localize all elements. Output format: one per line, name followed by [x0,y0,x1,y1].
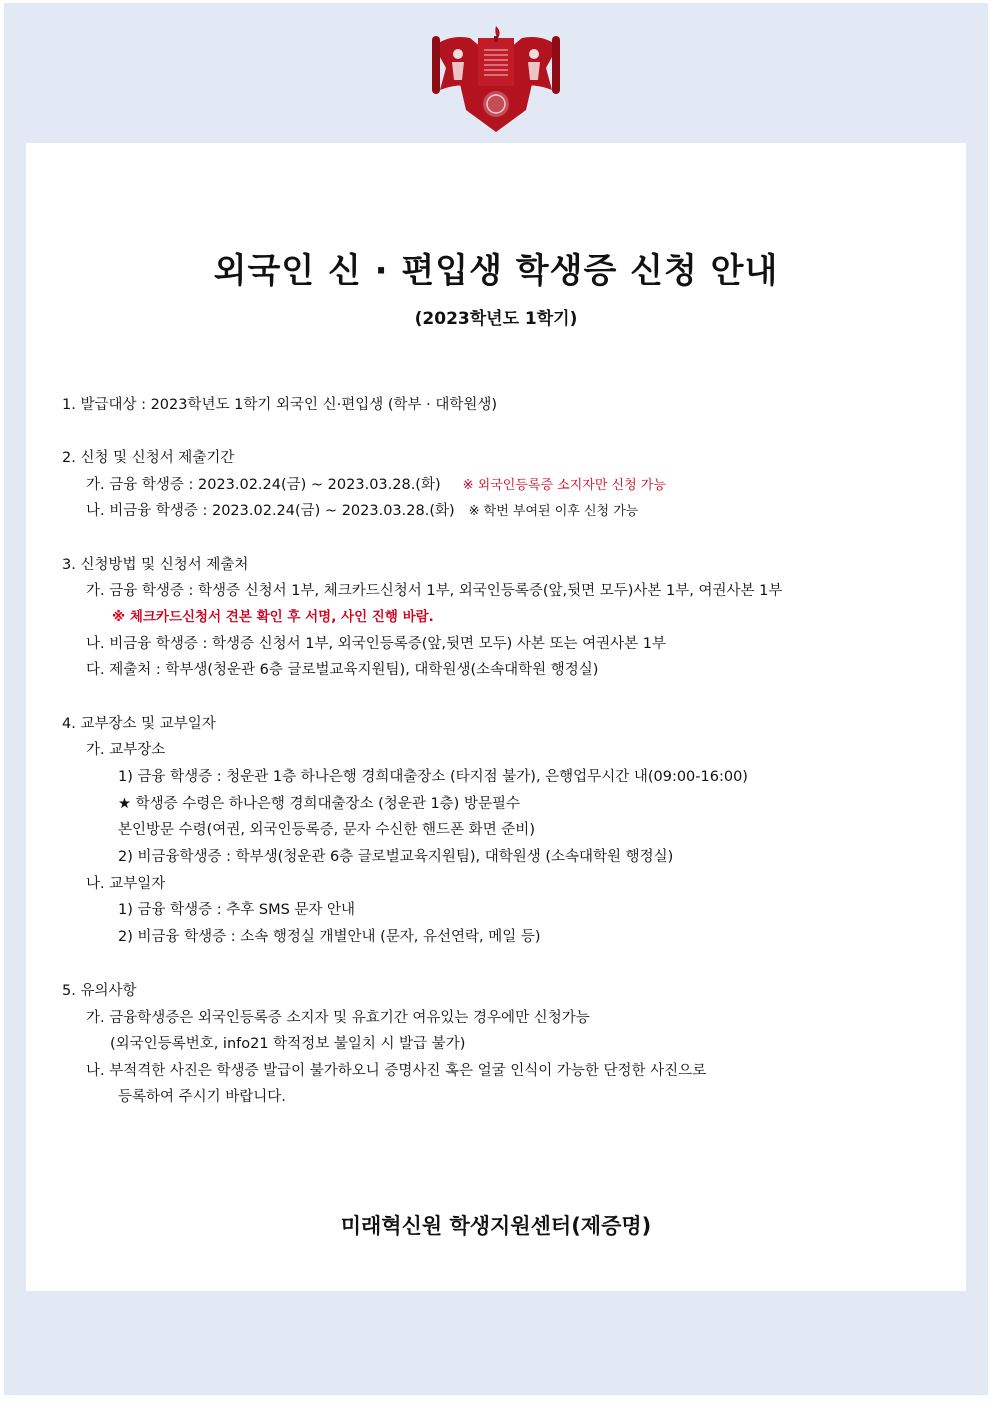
issuer-signature: 미래혁신원 학생지원센터(제증명) [340,1214,652,1238]
section-4-item-b: 나. 교부일자 [86,876,166,892]
section-5-item-a-sub: (외국인등록번호, info21 학적정보 불일치 시 발급 불가) [110,1036,466,1052]
section-3-item-c: 다. 제출처 : 학부생(청운관 6층 글로벌교육지원팀), 대학원생(소속대학원 행정실) [86,662,599,678]
section-3-item-b: 나. 비금융 학생증 : 학생증 신청서 1부, 외국인등록증(앞,뒷면 모두) 사본 또는 여권사본 1부 [86,636,667,652]
section-4-item-a1: 1) 금융 학생증 : 청운관 1층 하나은행 경희대출장소 (타지점 불가), 은행업무시간 내(09:00-16:00) [118,769,748,785]
section-4-item-a1-star: ★ 학생증 수령은 하나은행 경희대출장소 (청운관 1층) 방문필수 [118,796,520,812]
section-2-item-b [86,501,638,522]
section-2-item-a-note: ※ 외국인등록증 소지자만 신청 가능 [462,478,666,493]
section-3-item-a: 가. 금융 학생증 : 학생증 신청서 1부, 체크카드신청서 1부, 외국인등록증(앞,뒷면 모두)사본 1부, 여권사본 1부 [86,583,783,599]
section-4-item-a2: 2) 비금융학생증 : 학부생(청운관 6층 글로벌교육지원팀), 대학원생 (소속대학원 행정실) [118,849,674,865]
section-4-item-b2: 2) 비금융 학생증 : 소속 행정실 개별안내 (문자, 유선연락, 메일 등) [118,929,541,945]
section-4-heading: 4. 교부장소 및 교부일자 [62,716,216,732]
section-5-item-a: 가. 금융학생증은 외국인등록증 소지자 및 유효기간 여유있는 경우에만 신청가능 [86,1010,590,1026]
section-2-heading: 2. 신청 및 신청서 제출기간 [62,450,235,466]
section-2-item-a [86,475,666,496]
section-2-item-a-text: 가. 금융 학생증 : 2023.02.24(금) ~ 2023.03.28.(화) [86,477,441,493]
section-5-item-b: 나. 부적격한 사진은 학생증 발급이 불가하오니 증명사진 혹은 얼굴 인식이 가능한 단정한 사진으로 [86,1063,707,1079]
section-2-item-b-text: 나. 비금융 학생증 : 2023.02.24(금) ~ 2023.03.28.(화) [86,503,455,519]
section-1-eligibility: 1. 발급대상 : 2023학년도 1학기 외국인 신·편입생 (학부 · 대학원생) [62,397,498,413]
notice-title: 외국인 신 · 편입생 학생증 신청 안내 [213,251,779,291]
notice-subtitle: (2023학년도 1학기) [414,309,578,329]
section-5-item-b-cont: 등록하여 주시기 바랍니다. [118,1089,286,1105]
section-3-item-a-note: ※ 체크카드신청서 견본 확인 후 서명, 사인 진행 바람. [112,609,434,625]
section-4-item-a: 가. 교부장소 [86,742,166,758]
section-4-item-b1: 1) 금융 학생증 : 추후 SMS 문자 안내 [118,902,356,918]
section-3-heading: 3. 신청방법 및 신청서 제출처 [62,557,249,573]
section-2-item-b-note: ※ 학번 부여된 이후 신청 가능 [468,504,639,519]
university-emblem-icon [430,24,562,134]
section-4-item-a1-visit: 본인방문 수령(여권, 외국인등록증, 문자 수신한 핸드폰 화면 준비) [118,822,535,838]
section-5-heading: 5. 유의사항 [62,983,137,999]
